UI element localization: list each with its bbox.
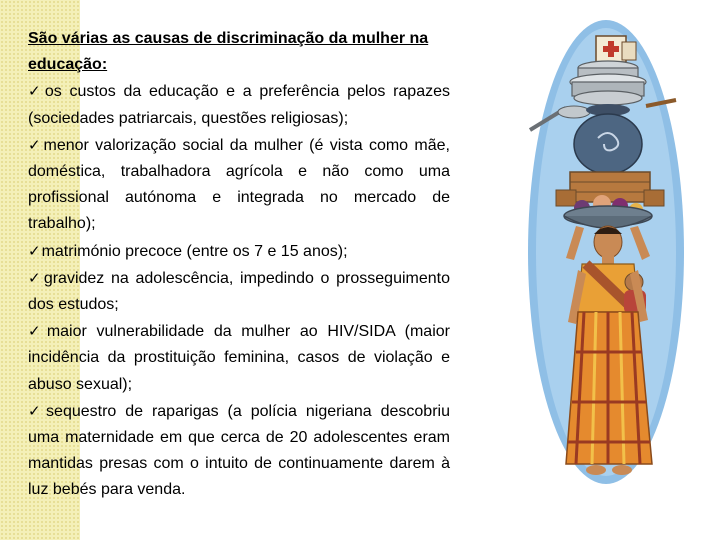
woman-carrying-load-illustration: [516, 12, 696, 487]
list-item: [28, 398, 450, 504]
striped-skirt: [566, 312, 652, 464]
list-item-text: maior vulnerabilidade da mulher ao HIV/SIDA (maior incidência da prostituição feminina, casos de violação e abuso sexual);: [28, 323, 450, 393]
list-item: [28, 78, 450, 131]
checkmark-icon: ✓: [28, 268, 43, 287]
list-item-text: menor valorização social da mulher (é vista como mãe, doméstica, trabalhadora agrícola e não como uma profissional autónoma e integrada no mercado de trabalho);: [28, 136, 450, 233]
list-item: [28, 318, 450, 398]
list-item-text: matrimónio precoce (entre os 7 e 15 anos);: [41, 242, 348, 260]
list-item-text: sequestro de raparigas (a polícia nigeriana descobriu uma maternidade em que cerca de 20 adolescentes eram mantidas presas com o intuito de continuamente darem à luz bebés para venda.: [28, 402, 450, 499]
checkmark-icon: ✓: [28, 401, 46, 420]
checkmark-icon: ✓: [28, 241, 41, 260]
list-item: [28, 265, 450, 318]
slide-heading: São várias as causas de discriminação da mulher na educação:: [28, 30, 429, 74]
checkmark-icon: ✓: [28, 322, 46, 341]
checkmark-icon: ✓: [28, 135, 43, 154]
list-item-text: gravidez na adolescência, impedindo o prosseguimento dos estudos;: [28, 269, 450, 314]
list-item-text: os custos da educação e a preferência pelos rapazes (sociedades patriarcais, questões religiosas);: [28, 83, 451, 127]
woman-figure: [566, 226, 650, 324]
checkmark-icon: ✓: [28, 82, 44, 101]
slide-text: [28, 26, 450, 504]
list-item: [28, 132, 450, 238]
list-item: [28, 238, 450, 265]
